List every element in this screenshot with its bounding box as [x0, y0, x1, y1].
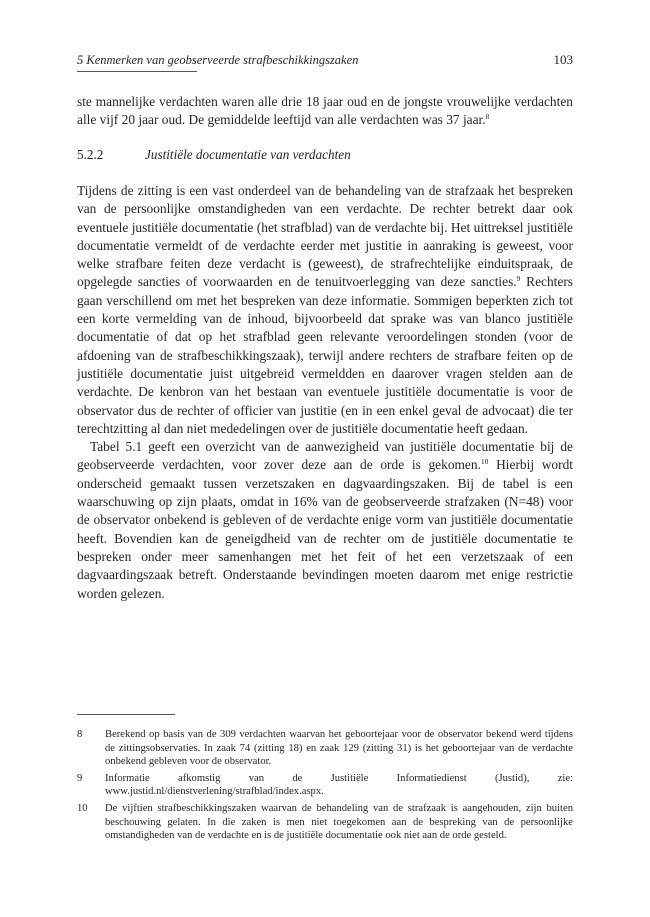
section-title: Justitiële documentatie van verdachten — [145, 147, 351, 162]
paragraph-2-part-2: Hierbij wordt onderscheid gemaakt tussen verzetszaken en dagvaardingszaken. Bij de tabel is een waarschuwing op zijn plaats, omdat in 16% van de geobserveerde strafzaken (N=48) voor de observator onbekend is gebleven of de verdachte enige vorm van justitiële documentatie heeft. Bovendien kan de geneigdheid van de rechter om de justitiële documentatie te bespreken onder meer samenhangen met het feit of het een verzetszaak of een dagvaardingszaak betreft. Onderstaande bevindingen moeten daarom met enige restrictie worden gelezen. — [77, 457, 573, 601]
footnote-text: Berekend op basis van de 309 verdachten waarvan het geboortejaar voor de observator bekend werd tijdens de zittingsobservaties. In zaak 74 (zitting 18) en zaak 129 (zitting 31) is het geboortejaar van de verdachte onbekend gebleven voor de observator. — [105, 729, 573, 768]
page-number: 103 — [553, 52, 573, 67]
footnote-number: 10 — [77, 802, 88, 814]
header-rule — [77, 71, 197, 72]
paragraph-2-part-1: Tabel 5.1 geeft een overzicht van de aanwezigheid van justitiële documentatie bij de geobserveerde verdachten, voor zover deze aan de orde is gekomen. — [77, 439, 573, 473]
intro-text: ste mannelijke verdachten waren alle drie 18 jaar oud en de jongste vrouwelijke verdachten alle vijf 20 jaar oud. De gemiddelde leeftijd van alle verdachten was 37 jaar. — [77, 94, 573, 128]
footnote-ref-9[interactable]: 9 — [516, 274, 521, 284]
footnote-number: 8 — [77, 729, 83, 740]
footnote-8 — [77, 728, 573, 769]
paragraph-1 — [77, 182, 573, 438]
footnote-9 — [77, 772, 573, 799]
footnote-text: De vijftien strafbeschikkingszaken waarvan de behandeling van de strafzaak is aangehouden, zijn buiten beschouwing gelaten. In die zaken is men niet toegekomen aan de bespreking van de persoonlijke omstandigheden van de verdachte en is de justitiële documentatie ook niet aan de orde gesteld. — [105, 802, 573, 842]
footnote-ref-8[interactable]: 8 — [485, 112, 490, 122]
footnotes — [77, 728, 573, 846]
paragraph-2 — [77, 438, 573, 603]
footnote-text: Informatie afkomstig van de Justitiële Informatiedienst (Justid), zie: www.justid.nl/dienstverlening/strafblad/index.aspx. — [105, 772, 573, 798]
paragraph-1-part-2: Rechters gaan verschillend om met het bespreken van deze informatie. Sommigen beperkten zich tot een korte vermelding van de inhoud, bijvoorbeeld dat sprake was van blanco justitiële documentatie of dat op het strafblad geen relevante veroordelingen stonden (voor de afdoening van de strafbeschikkingszaak), terwijl andere rechters de strafbare feiten op de justitiële documentatie juist uitgebreid vermeldden en daarover vragen stelden aan de verdachte. De kenbron van het bestaan van eventuele justitiële documentatie is voor de observator dus de rechter of officier van justitie (en in een enkel geval de advocaat) die ter terechtzitting al dan niet mededelingen over de justitiële documentatie heeft gedaan. — [77, 274, 573, 436]
footnote-10 — [77, 802, 573, 843]
section-number: 5.2.2 — [77, 147, 104, 162]
main-text — [77, 182, 573, 603]
footnote-ref-10[interactable]: 10 — [480, 457, 489, 467]
running-head: 5 Kenmerken van geobserveerde strafbeschikkingszaken — [77, 53, 359, 67]
intro-paragraph — [77, 93, 573, 130]
footnote-rule — [77, 714, 175, 715]
footnote-number: 9 — [77, 772, 83, 784]
paragraph-1-part-1: Tijdens de zitting is een vast onderdeel van de behandeling van de strafzaak het bespreken van de persoonlijke omstandigheden van een verdachte. De rechter betrekt daar ook eventuele justitiële documentatie (het strafblad) van de verdachte bij. Het uittreksel justitiële documentatie vermeldt of de verdachte eerder met justitie in aanraking is geweest, voor welke strafbare feiten deze verdacht is (geweest), de strafrechtelijke einduitspraak, de opgelegde sancties of voorwaarden en de tenuitvoerlegging van deze sancties. — [77, 183, 573, 290]
section-heading — [77, 146, 351, 164]
